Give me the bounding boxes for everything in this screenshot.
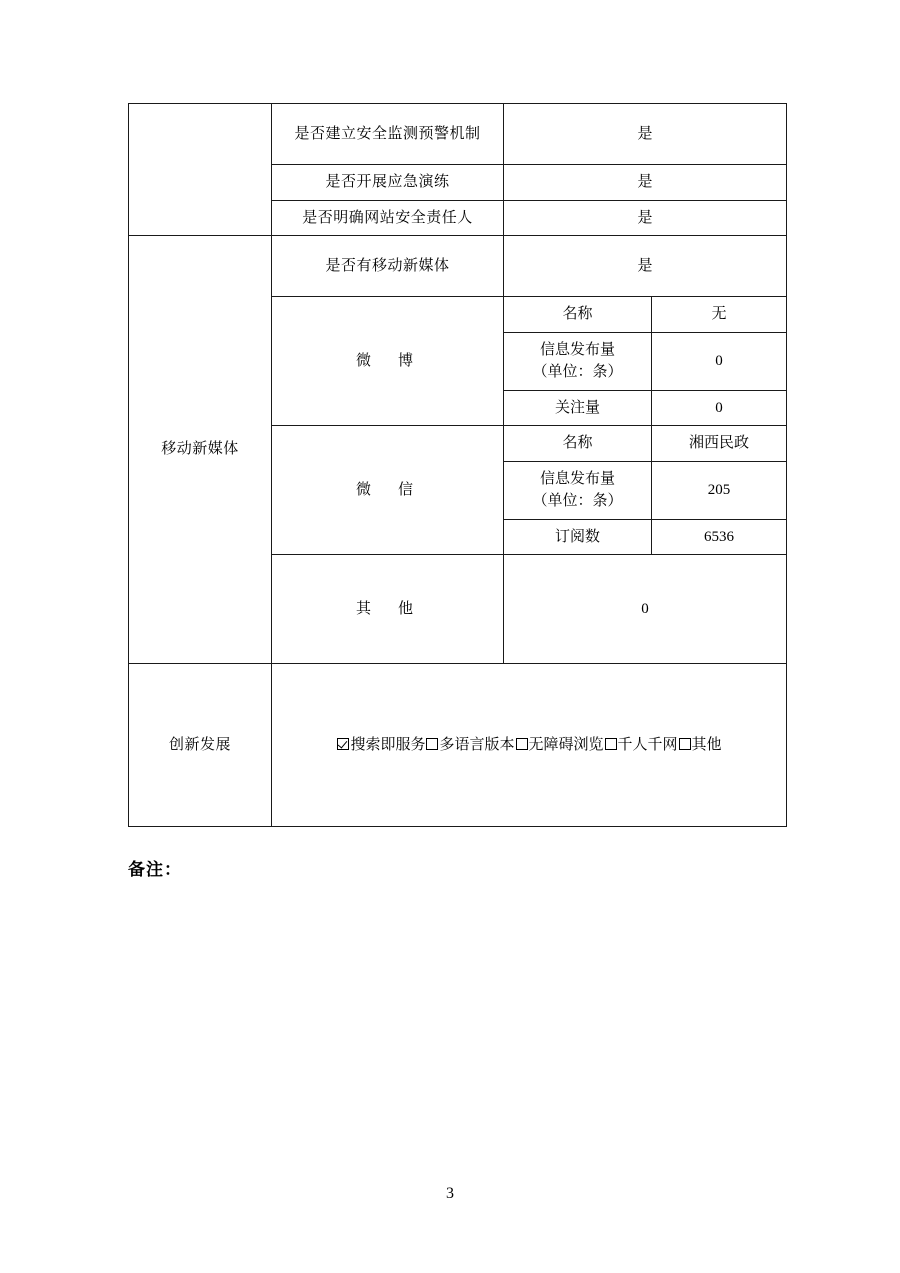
innovation-option[interactable] bbox=[678, 737, 722, 753]
innovation-option-label: 搜索即服务 bbox=[350, 736, 426, 753]
innovation-option-label: 无障碍浏览 bbox=[528, 736, 604, 753]
weixin-name-value: 湘西民政 bbox=[652, 426, 787, 462]
page-number: 3 bbox=[446, 1185, 454, 1202]
other-media-value: 0 bbox=[504, 555, 787, 664]
weixin-publish-count-value: 205 bbox=[652, 461, 787, 519]
weixin-subscribers-label: 订阅数 bbox=[504, 519, 652, 555]
security-officer-label: 是否明确网站安全责任人 bbox=[272, 200, 504, 236]
weixin-name-label: 名称 bbox=[504, 426, 652, 462]
security-officer-value: 是 bbox=[504, 200, 787, 236]
mobile-media-section-label: 移动新媒体 bbox=[129, 236, 272, 664]
checkbox-icon[interactable] bbox=[516, 738, 528, 750]
innovation-section-label: 创新发展 bbox=[129, 664, 272, 827]
checkbox-icon[interactable] bbox=[679, 738, 691, 750]
weibo-publish-count-label bbox=[504, 332, 652, 390]
security-section-blank bbox=[129, 104, 272, 236]
checkbox-icon[interactable] bbox=[337, 738, 349, 750]
weibo-publish-count-label-line2: （单位：条） bbox=[532, 364, 623, 380]
security-warning-value: 是 bbox=[504, 104, 787, 165]
remark-label: 备注： bbox=[128, 860, 182, 879]
weibo-name-value: 无 bbox=[652, 297, 787, 333]
emergency-drill-value: 是 bbox=[504, 165, 787, 201]
weibo-publish-count-label-line1: 信息发布量 bbox=[539, 341, 615, 358]
table-row bbox=[129, 664, 787, 827]
innovation-checkbox-group bbox=[276, 734, 782, 757]
innovation-option-label: 多语言版本 bbox=[439, 736, 515, 753]
innovation-option[interactable] bbox=[336, 737, 425, 753]
innovation-option-label: 千人千网 bbox=[617, 736, 678, 753]
weibo-name-label: 名称 bbox=[504, 297, 652, 333]
table-row bbox=[129, 236, 787, 297]
has-mobile-media-value: 是 bbox=[504, 236, 787, 297]
checkbox-icon[interactable] bbox=[605, 738, 617, 750]
innovation-option[interactable] bbox=[425, 737, 514, 753]
security-warning-label: 是否建立安全监测预警机制 bbox=[272, 104, 504, 165]
weixin-publish-count-label-line1: 信息发布量 bbox=[539, 470, 615, 487]
emergency-drill-label: 是否开展应急演练 bbox=[272, 165, 504, 201]
weibo-followers-label: 关注量 bbox=[504, 390, 652, 426]
innovation-options-cell bbox=[272, 664, 787, 827]
form-table-container bbox=[128, 103, 786, 827]
weibo-publish-count-value: 0 bbox=[652, 332, 787, 390]
table-row bbox=[129, 104, 787, 165]
weixin-subscribers-value: 6536 bbox=[652, 519, 787, 555]
weixin-publish-count-label bbox=[504, 461, 652, 519]
weixin-label: 微 信 bbox=[272, 426, 504, 555]
weibo-followers-value: 0 bbox=[652, 390, 787, 426]
annual-report-table bbox=[128, 103, 787, 827]
weibo-label: 微 博 bbox=[272, 297, 504, 426]
innovation-option[interactable] bbox=[604, 737, 678, 753]
innovation-option-label: 其他 bbox=[691, 736, 722, 753]
has-mobile-media-label: 是否有移动新媒体 bbox=[272, 236, 504, 297]
other-media-label: 其 他 bbox=[272, 555, 504, 664]
weixin-publish-count-label-line2: （单位：条） bbox=[532, 493, 623, 509]
innovation-option[interactable] bbox=[515, 737, 604, 753]
checkbox-icon[interactable] bbox=[426, 738, 438, 750]
